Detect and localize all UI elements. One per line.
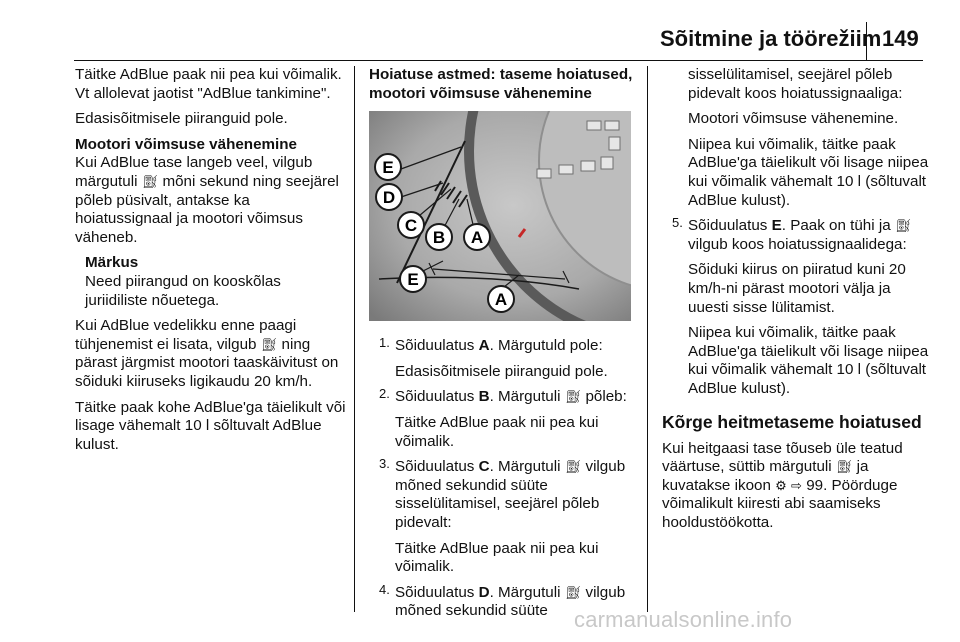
- text: ning pärast järgmist mootori taaskäivitust on sõiduki kiiruseks ligikaudu 20 km/h.: [75, 335, 339, 390]
- range-letter: E: [771, 217, 782, 235]
- text: vilgub koos hoiatussignaalidega:: [688, 235, 907, 253]
- callout-label-d: D: [382, 188, 396, 208]
- range-letter: B: [478, 388, 490, 406]
- adblue-warning-icon: ⛽︎: [835, 459, 853, 475]
- callout-label-e: E: [382, 158, 394, 178]
- fuel-gauge-figure: [369, 111, 631, 321]
- instrument-icon: [559, 165, 573, 174]
- paragraph: Täitke AdBlue paak nii pea kui võimalik. Vt allolevat jaotist "AdBlue tankimine".: [75, 66, 342, 102]
- item-subtext: Niipea kui võimalik, täitke paak AdBlue'ga täielikult või lisage niipea kui võimalik vähemalt 10 l (sõltuvalt AdBlue kulust).: [688, 324, 929, 397]
- instrument-icon: [601, 157, 613, 169]
- text: vilgub mõned sekundid süüte: [395, 583, 626, 620]
- item-subtext: Täitke AdBlue paak nii pea kui võimalik.: [395, 413, 599, 450]
- section-heading: Kõrge heitmetaseme hoiatused: [662, 411, 922, 432]
- text: Sõiduulatus: [395, 388, 475, 406]
- paragraph: [75, 317, 347, 391]
- text: Kui AdBlue tase langeb veel, vilgub märgutuli: [75, 154, 313, 190]
- item-number: 3.: [379, 456, 390, 472]
- page-reference-arrow-icon: ⇨: [791, 477, 802, 493]
- text: . Märgutuli: [489, 583, 561, 601]
- engine-service-icon: ⚙︎: [775, 477, 787, 493]
- text: Sõiduulatus: [395, 337, 475, 355]
- item-number: 2.: [379, 386, 390, 402]
- paragraph: Edasisõitmisele piiranguid pole.: [75, 110, 288, 128]
- text: Sõiduulatus: [395, 583, 475, 601]
- paragraph: [75, 154, 347, 247]
- text: Kui AdBlue vedelikku enne paagi tühjenemist ei lisata, vilgub: [75, 317, 297, 353]
- paragraph: Täitke paak kohe AdBlue'ga täielikult või lisage vähemalt 10 l sõltuvalt AdBlue kulust.: [75, 398, 346, 453]
- item-subtext: Mootori võimsuse vähenemine.: [688, 110, 899, 128]
- instrument-icon: [537, 169, 551, 178]
- text: . Märgutuli: [489, 388, 561, 406]
- section-heading: Mootori võimsuse vähenemine: [75, 135, 297, 153]
- adblue-warning-icon: ⛽︎: [564, 389, 582, 405]
- item-subtext: Edasisõitmisele piiranguid pole.: [395, 362, 608, 380]
- list-item: [662, 217, 930, 254]
- column-divider-1: [354, 66, 355, 612]
- adblue-warning-icon: ⛽︎: [260, 336, 278, 352]
- page-number: 149: [882, 26, 919, 51]
- text: ja kuvatakse ikoon: [662, 458, 869, 494]
- list-item: [369, 388, 635, 407]
- note-text: Need piirangud on kooskõlas juriidiliste nõuetega.: [85, 272, 281, 309]
- adblue-warning-icon: ⛽︎: [894, 218, 912, 234]
- instrument-icon: [609, 137, 620, 150]
- note-title: Märkus: [85, 254, 139, 272]
- range-letter: A: [478, 337, 490, 355]
- instrument-icon: [581, 161, 595, 171]
- column-3: [662, 66, 930, 532]
- item-number: 1.: [379, 335, 390, 351]
- callout-label-a: A: [470, 228, 484, 248]
- instrument-icon: [605, 121, 619, 130]
- paragraph: [662, 440, 930, 533]
- watermark: carmanualsonline.info: [574, 607, 793, 632]
- column-divider-2: [647, 66, 648, 612]
- range-letter: C: [478, 458, 490, 476]
- callout-label-e: E: [407, 270, 419, 290]
- text: . Paak on tühi ja: [781, 217, 891, 235]
- text: . Märgutuli: [489, 458, 561, 476]
- adblue-warning-icon: ⛽︎: [564, 459, 582, 475]
- numbered-list: [369, 337, 635, 621]
- header-divider: [866, 22, 867, 60]
- adblue-warning-icon: ⛽︎: [141, 173, 159, 189]
- column-2: [369, 66, 635, 621]
- adblue-warning-icon: ⛽︎: [564, 584, 582, 600]
- callout-label-b: B: [432, 228, 446, 248]
- text: Sõiduulatus: [688, 217, 768, 235]
- gauge-illustration: [369, 111, 631, 321]
- item-subtext: Sõiduki kiirus on piiratud kuni 20 km/h-ni pärast mootori välja ja uuesti sisse lülitamist.: [688, 261, 906, 316]
- list-item: [369, 458, 635, 532]
- page-title: Sõitmine ja töörežiim: [660, 26, 882, 51]
- page-header: [0, 22, 960, 62]
- text: vilgub mõned sekundid süüte sisselülitamisel, seejärel põleb pidevalt:: [395, 458, 626, 531]
- item-subtext: Täitke AdBlue paak nii pea kui võimalik.: [395, 539, 599, 576]
- callout-label-a: A: [494, 290, 508, 310]
- header-rule: [74, 60, 923, 61]
- item-number: 5.: [672, 215, 683, 231]
- text: . Märgutuld pole:: [489, 337, 603, 355]
- text: Kui heitgaasi tase tõuseb üle teatud väärtuse, süttib märgutuli: [662, 439, 903, 476]
- item-subtext: Niipea kui võimalik, täitke paak AdBlue'ga täielikult või lisage niipea kui võimalik vähemalt 10 l (sõltuvalt AdBlue kulust).: [688, 135, 929, 209]
- note-box: [75, 254, 347, 310]
- section-heading: Hoiatuse astmed: taseme hoiatused, mootori võimsuse vähenemine: [369, 66, 633, 102]
- text: põleb:: [585, 388, 627, 406]
- text: mõni sekund ning seejärel põleb püsivalt, antakse ka hoiatussignaal ja mootori võimsus väheneb.: [75, 172, 339, 246]
- text: 99. Pöörduge võimalikult kiiresti abi saamiseks hooldustöökotta.: [662, 476, 898, 531]
- callout-label-c: C: [404, 216, 418, 236]
- item-subtext: sisselülitamisel, seejärel põleb pidevalt koos hoiatussignaaliga:: [688, 66, 903, 102]
- column-1: [75, 66, 347, 454]
- item-number: 4.: [379, 581, 390, 597]
- list-item: [369, 337, 635, 356]
- instrument-icon: [587, 121, 601, 130]
- text: Sõiduulatus: [395, 458, 475, 476]
- range-letter: D: [478, 583, 490, 601]
